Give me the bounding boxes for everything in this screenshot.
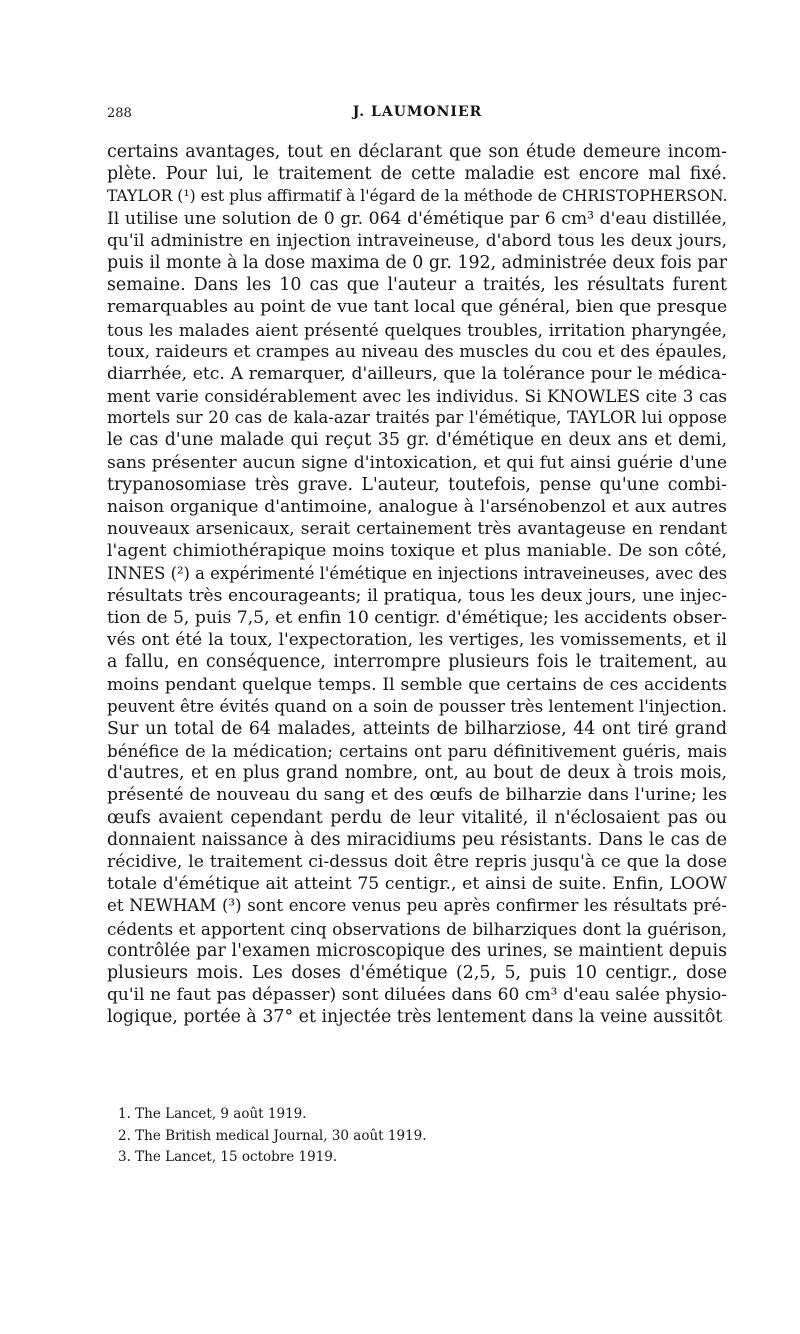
text-line: peuvent être évités quand on a soin de pousser très lentement l'injection. — [107, 696, 727, 716]
footnotes — [118, 1104, 678, 1169]
text-line: logique, portée à 37° et injectée très lentement dans la veine aussitôt — [107, 1007, 723, 1028]
page-number: 288 — [107, 106, 132, 121]
text-line: puis il monte à la dose maxima de 0 gr. 192, administrée deux fois par — [107, 252, 728, 273]
text-line: a fallu, en conséquence, interrompre plusieurs fois le traitement, au — [107, 652, 727, 673]
text-line: tous les malades aient présenté quelques troubles, irritation pharyngée, — [107, 319, 727, 340]
footnote: 1. The Lancet, 9 août 1919. — [118, 1106, 307, 1122]
text-line: qu'il administre en injection intraveineuse, d'abord tous les deux jours, — [107, 230, 727, 251]
text-line: moins pendant quelque temps. Il semble que certains de ces accidents — [107, 674, 727, 695]
page-header — [107, 104, 728, 126]
text-line: ment varie considérablement avec les individus. Si KNOWLES cite 3 cas — [107, 386, 727, 407]
text-line: TAYLOR (¹) est plus affirmatif à l'égard de la méthode de CHRISTOPHERSON. — [107, 187, 728, 206]
text-line: certains avantages, tout en déclarant que son étude demeure incom- — [107, 142, 727, 162]
text-line: semaine. Dans les 10 cas que l'auteur a traités, les résultats furent — [107, 275, 727, 296]
text-line: présenté de nouveau du sang et des œufs de bilharzie dans l'urine; les — [107, 785, 727, 806]
text-line: plète. Pour lui, le traitement de cette maladie est encore mal fixé. — [107, 164, 727, 185]
text-line: vés ont été la toux, l'expectoration, les vertiges, les vomissements, et il — [107, 630, 727, 651]
text-line: tion de 5, puis 7,5, et enfin 10 centigr. d'émétique; les accidents obser- — [107, 607, 727, 628]
text-line: le cas d'une malade qui reçut 35 gr. d'émétique en deux ans et demi, — [107, 430, 727, 451]
text-line: récidive, le traitement ci-dessus doit être repris jusqu'à ce que la dose — [107, 852, 727, 872]
text-line: l'agent chimiothérapique moins toxique et plus maniable. De son côté, — [107, 541, 727, 562]
text-line: résultats très encourageants; il pratiqua, tous les deux jours, une injec- — [107, 585, 727, 606]
text-line: bénéfice de la médication; certains ont paru définitivement guéris, mais — [107, 741, 727, 762]
text-line: sans présenter aucun signe d'intoxication, et qui fut ainsi guérie d'une — [107, 452, 727, 473]
running-head: J. LAUMONIER — [352, 104, 483, 120]
text-line: plusieurs mois. Les doses d'émétique (2,5, 5, puis 10 centigr., dose — [107, 962, 727, 983]
text-line: remarquables au point de vue tant local que général, bien que presque — [107, 297, 728, 318]
text-line: Sur un total de 64 malades, atteints de bilharziose, 44 ont tiré grand — [107, 718, 727, 739]
text-line: naison organique d'antimoine, analogue à l'arsénobenzol et aux autres — [107, 497, 727, 517]
text-line: nouveaux arsenicaux, serait certainement très avantageuse en rendant — [107, 519, 727, 540]
text-line: contrôlée par l'examen microscopique des urines, se maintient depuis — [107, 940, 727, 961]
text-line: œufs avaient cependant perdu de leur vitalité, il n'éclosaient pas ou — [107, 807, 727, 828]
text-line: trypanosomiase très grave. L'auteur, toutefois, pense qu'une combi- — [107, 474, 727, 495]
body-text — [107, 141, 727, 1029]
text-line: INNES (²) a expérimenté l'émétique en injections intraveineuses, avec des — [107, 563, 727, 583]
text-line: totale d'émétique ait atteint 75 centigr., et ainsi de suite. Enfin, LOOW — [107, 874, 727, 895]
text-line: diarrhée, etc. A remarquer, d'ailleurs, que la tolérance pour le médica- — [107, 363, 727, 384]
text-line: d'autres, et en plus grand nombre, ont, au bout de deux à trois mois, — [107, 763, 727, 784]
text-line: qu'il ne faut pas dépasser) sont diluées dans 60 cm³ d'eau salée physio- — [107, 985, 727, 1006]
text-line: et NEWHAM (³) sont encore venus peu après confirmer les résultats pré- — [107, 896, 727, 916]
text-line: Il utilise une solution de 0 gr. 064 d'émétique par 6 cm³ d'eau distillée, — [107, 208, 727, 229]
text-line: donnaient naissance à des miracidiums peu résistants. Dans le cas de — [107, 829, 727, 850]
footnote: 2. The British medical Journal, 30 août 1919. — [118, 1127, 427, 1144]
text-line: mortels sur 20 cas de kala-azar traités par l'émétique, TAYLOR lui oppose — [107, 408, 727, 428]
text-line: cédents et apportent cinq observations de bilharziques dont la guérison, — [107, 918, 727, 939]
text-line: toux, raideurs et crampes au niveau des muscles du cou et des épaules, — [107, 341, 727, 362]
footnote: 3. The Lancet, 15 octobre 1919. — [118, 1149, 338, 1165]
